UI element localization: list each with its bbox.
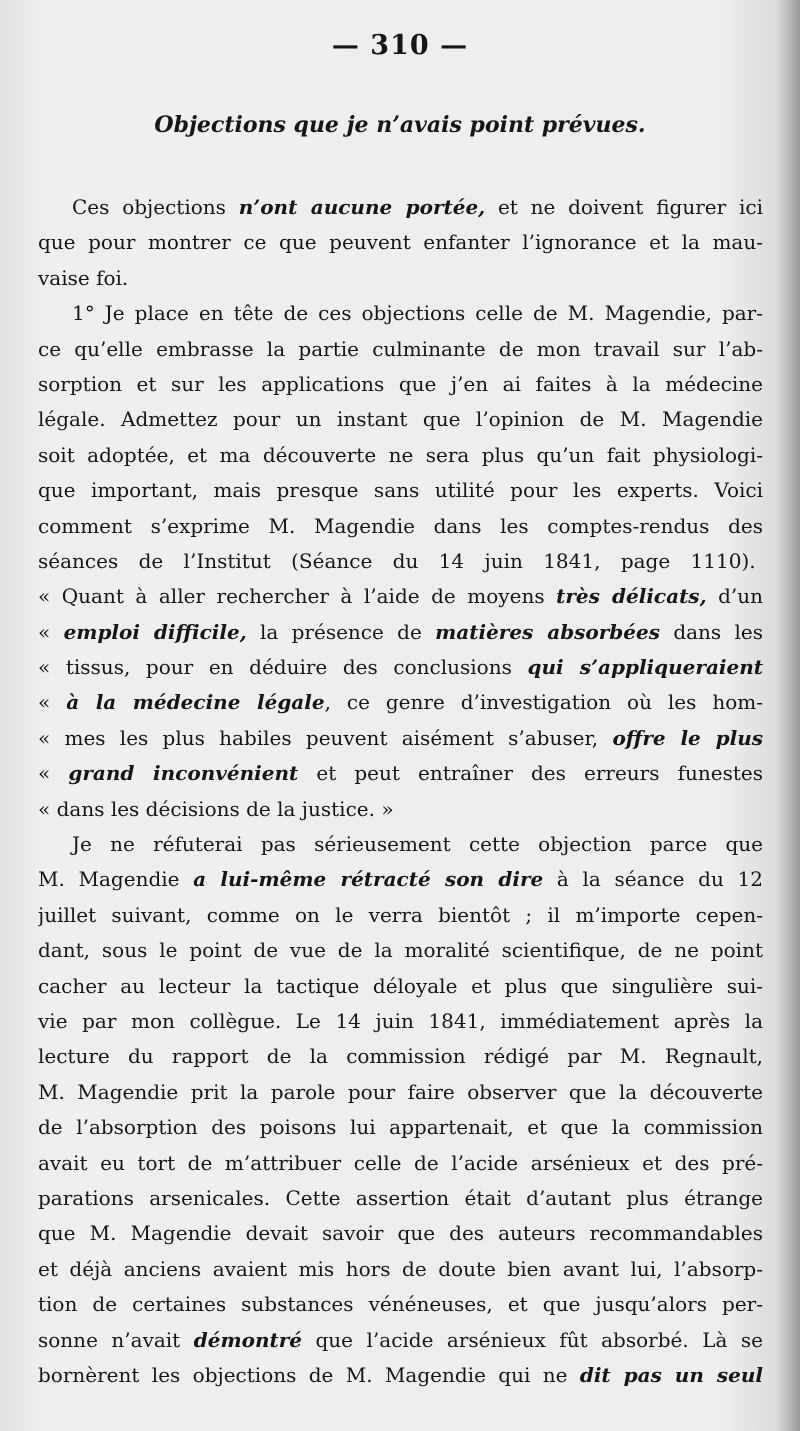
text-run: « tissus, pour en déduire des conclusions — [38, 655, 528, 680]
text-line — [38, 296, 763, 331]
text-line — [38, 261, 763, 296]
text-line — [38, 367, 763, 402]
text-run: M. Magendie — [38, 867, 194, 892]
text-run: à la séance du 12 — [543, 867, 763, 892]
text-line — [38, 1358, 763, 1393]
text-run: vaise foi. — [38, 265, 129, 290]
text-run: soit adoptée, et ma découverte ne sera plus qu’un fait physiologi- — [38, 442, 763, 467]
text-run: tion de certaines substances vénéneuses, et que jusqu’alors per- — [38, 1292, 763, 1317]
text-run: « — [38, 761, 69, 786]
text-line — [38, 685, 763, 720]
text-run: dant, sous le point de vue de la moralité scientifique, de ne point — [38, 938, 763, 963]
text-line — [38, 862, 763, 897]
text-run: que important, mais presque sans utilité pour les experts. Voici — [38, 478, 763, 503]
text-line — [38, 579, 763, 614]
italic-text: très délicats, — [556, 584, 707, 609]
text-line — [38, 509, 763, 544]
text-run: et ne doivent figurer ici — [485, 195, 763, 219]
text-line — [38, 225, 763, 260]
italic-text: à la médecine légale — [66, 690, 325, 715]
text-line — [38, 1146, 763, 1181]
text-line — [38, 933, 763, 968]
text-line — [38, 1323, 763, 1358]
body-text — [38, 190, 763, 1393]
text-run: lecture du rapport de la commission rédigé par M. Regnault, — [38, 1044, 763, 1069]
text-line — [38, 473, 763, 508]
text-run: que M. Magendie devait savoir que des auteurs recommandables — [38, 1221, 763, 1246]
text-run: de l’absorption des poisons lui appartenait, et que la commission — [38, 1115, 763, 1140]
italic-text: qui s’appliqueraient — [527, 655, 763, 680]
text-line — [38, 1181, 763, 1216]
text-line — [38, 544, 763, 579]
text-run: sorption et sur les applications que j’en ai faites à la médecine — [38, 371, 763, 396]
text-line — [38, 1110, 763, 1145]
italic-text: n’ont aucune portée, — [238, 195, 486, 219]
text-run: avait eu tort de m’attribuer celle de l’acide arsénieux et des pré- — [38, 1150, 763, 1175]
text-run: Je ne réfuterai pas sérieusement cette objection parce que — [72, 832, 763, 857]
text-line — [38, 792, 763, 827]
text-run: dans les — [660, 619, 763, 644]
italic-text: a lui-même rétracté son dire — [193, 867, 544, 892]
italic-text: offre le plus — [612, 725, 763, 750]
text-run: « mes les plus habiles peuvent aisément s’abuser, — [38, 725, 613, 750]
text-run: vie par mon collègue. Le 14 juin 1841, immédiatement après la — [38, 1008, 763, 1033]
italic-text: grand inconvénient — [68, 761, 299, 786]
text-run: la présence de — [246, 619, 436, 644]
text-run: ce qu’elle embrasse la partie culminante de mon travail sur l’ab- — [38, 336, 763, 361]
text-run: légale. Admettez pour un instant que l’opinion de M. Magendie — [38, 407, 763, 432]
italic-text: emploi difficile, — [63, 619, 247, 644]
text-line — [38, 898, 763, 933]
text-line — [38, 190, 763, 225]
text-line — [38, 969, 763, 1004]
text-line — [38, 402, 763, 437]
text-run: « — [38, 619, 64, 644]
text-run: sonne n’avait — [38, 1327, 194, 1352]
text-line — [38, 1287, 763, 1322]
text-run: M. Magendie prit la parole pour faire observer que la découverte — [38, 1079, 763, 1104]
text-run: et peut entraîner des erreurs funestes — [298, 761, 763, 786]
text-line — [38, 438, 763, 473]
text-line — [38, 650, 763, 685]
text-line — [38, 332, 763, 367]
text-line — [38, 615, 763, 650]
text-run: d’un — [706, 584, 763, 609]
text-line — [38, 1252, 763, 1287]
text-line — [38, 1039, 763, 1074]
text-run: cacher au lecteur la tactique déloyale et plus que singulière sui- — [38, 973, 763, 998]
text-run: , ce genre d’investigation où les hom- — [324, 690, 763, 715]
text-run: et déjà anciens avaient mis hors de doute bien avant lui, l’absorp- — [38, 1256, 763, 1281]
text-run: bornèrent les objections de M. Magendie qui ne — [38, 1362, 580, 1387]
section-heading: Objections que je n’avais point prévues. — [154, 112, 646, 138]
page-number: — 310 — — [331, 30, 469, 61]
text-run: « dans les décisions de la justice. » — [38, 796, 394, 821]
italic-text: démontré — [193, 1327, 302, 1352]
text-line — [38, 827, 763, 862]
italic-text: matières absorbées — [435, 619, 661, 644]
text-line — [38, 1216, 763, 1251]
text-line — [38, 1075, 763, 1110]
text-run: 1° Je place en tête de ces objections celle de M. Magendie, par- — [72, 301, 763, 326]
text-run: que pour montrer ce que peuvent enfanter l’ignorance et la mau- — [38, 230, 763, 255]
text-run: que l’acide arsénieux fût absorbé. Là se — [302, 1327, 763, 1352]
text-run: comment s’exprime M. Magendie dans les comptes-rendus des — [38, 513, 763, 538]
text-run: juillet suivant, comme on le verra bientôt ; il m’importe cepen- — [38, 902, 763, 927]
text-run: « — [38, 690, 67, 715]
text-line — [38, 1004, 763, 1039]
italic-text: dit pas un seul — [579, 1362, 763, 1387]
text-run: parations arsenicales. Cette assertion était d’autant plus étrange — [38, 1185, 763, 1210]
text-run: Ces objections — [72, 195, 239, 219]
text-run: séances de l’Institut (Séance du 14 juin 1841, page 1110). — [38, 548, 756, 573]
text-line — [38, 721, 763, 756]
text-run: « Quant à aller rechercher à l’aide de moyens — [38, 584, 557, 609]
text-line — [38, 756, 763, 791]
